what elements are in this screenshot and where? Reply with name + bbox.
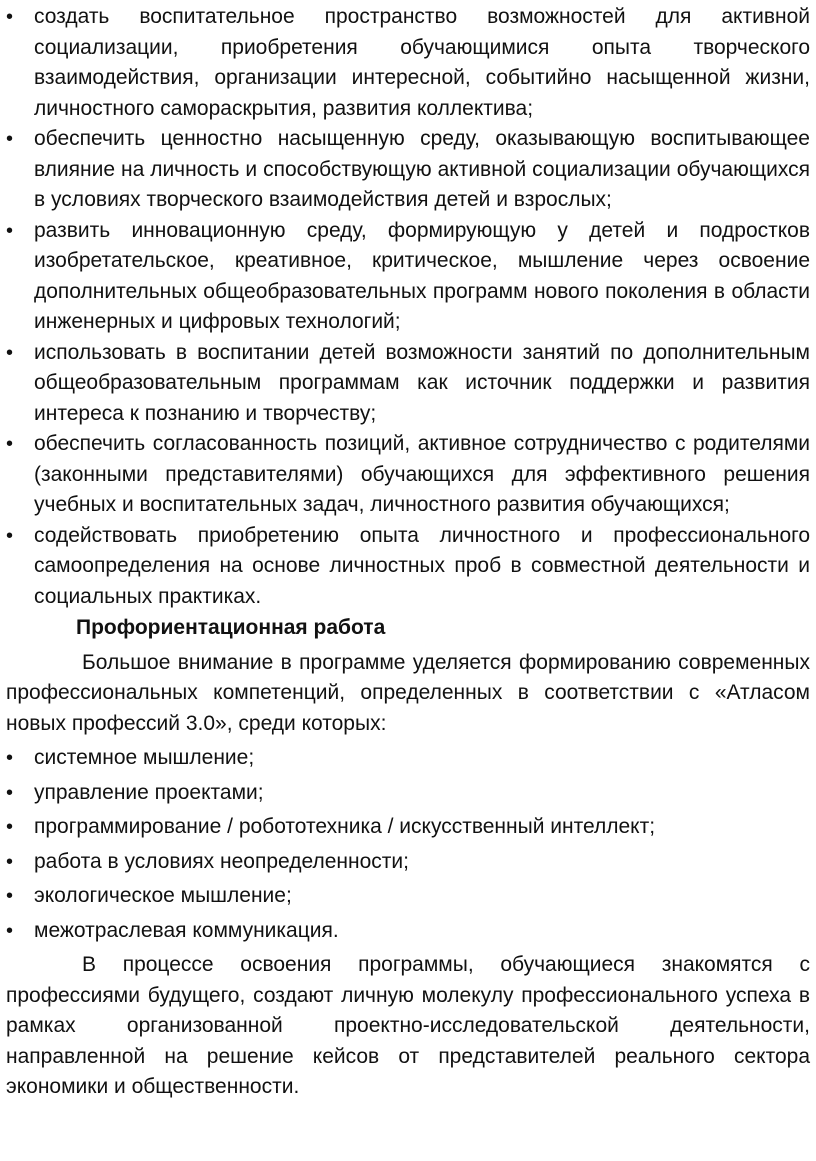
section-heading: Профориентационная работа [76,616,386,639]
list-item: • обеспечить согласованность позиций, активное сотрудничество с родителями (законными представителями) обучающихся для эффективного решения учебных и воспитательных задач, личностного развития обучающихся; [6,429,810,521]
list-item: • управление проектами; [6,778,810,809]
list-item: • создать воспитательное пространство возможностей для активной социализации, приобретения обучающимися опыта творческого взаимодействия, организации интересной, событийно насыщенной жизни, личностного самораскрытия, развития коллектива; [6,2,810,124]
list-item: • развить инновационную среду, формирующую у детей и подростков изобретательское, креативное, критическое, мышление через освоение дополнительных общеобразовательных программ нового поколения в области инженерных и цифровых технологий; [6,216,810,338]
list-item: • системное мышление; [6,743,810,774]
closing-paragraph: В процессе освоения программы, обучающиеся знакомятся с профессиями будущего, создают личную молекулу профессионального успеха в рамках организованной проектно-исследовательской деятельности, направленной на решение кейсов от представителей реального сектора экономики и общественности. [6,953,810,1098]
list-item: • межотраслевая коммуникация. [6,916,810,947]
list-item: • программирование / робототехника / искусственный интеллект; [6,812,810,843]
list-item: • обеспечить ценностно насыщенную среду, оказывающую воспитывающее влияние на личность и способствующую активной социализации обучающихся в условиях творческого взаимодействия детей и взрослых; [6,124,810,216]
goals-list [6,2,810,612]
list-item: • работа в условиях неопределенности; [6,847,810,878]
list-item: • использовать в воспитании детей возможности занятий по дополнительным общеобразовательным программам как источник поддержки и развития интереса к познанию и творчеству; [6,338,810,430]
list-item: • экологическое мышление; [6,881,810,912]
competencies-list [6,743,810,946]
list-item: • содействовать приобретению опыта личностного и профессионального самоопределения на основе личностных проб в совместной деятельности и социальных практиках. [6,521,810,613]
intro-paragraph: Большое внимание в программе уделяется формированию современных профессиональных компетенций, определенных в соответствии с «Атласом новых профессий 3.0», среди которых: [6,650,810,735]
